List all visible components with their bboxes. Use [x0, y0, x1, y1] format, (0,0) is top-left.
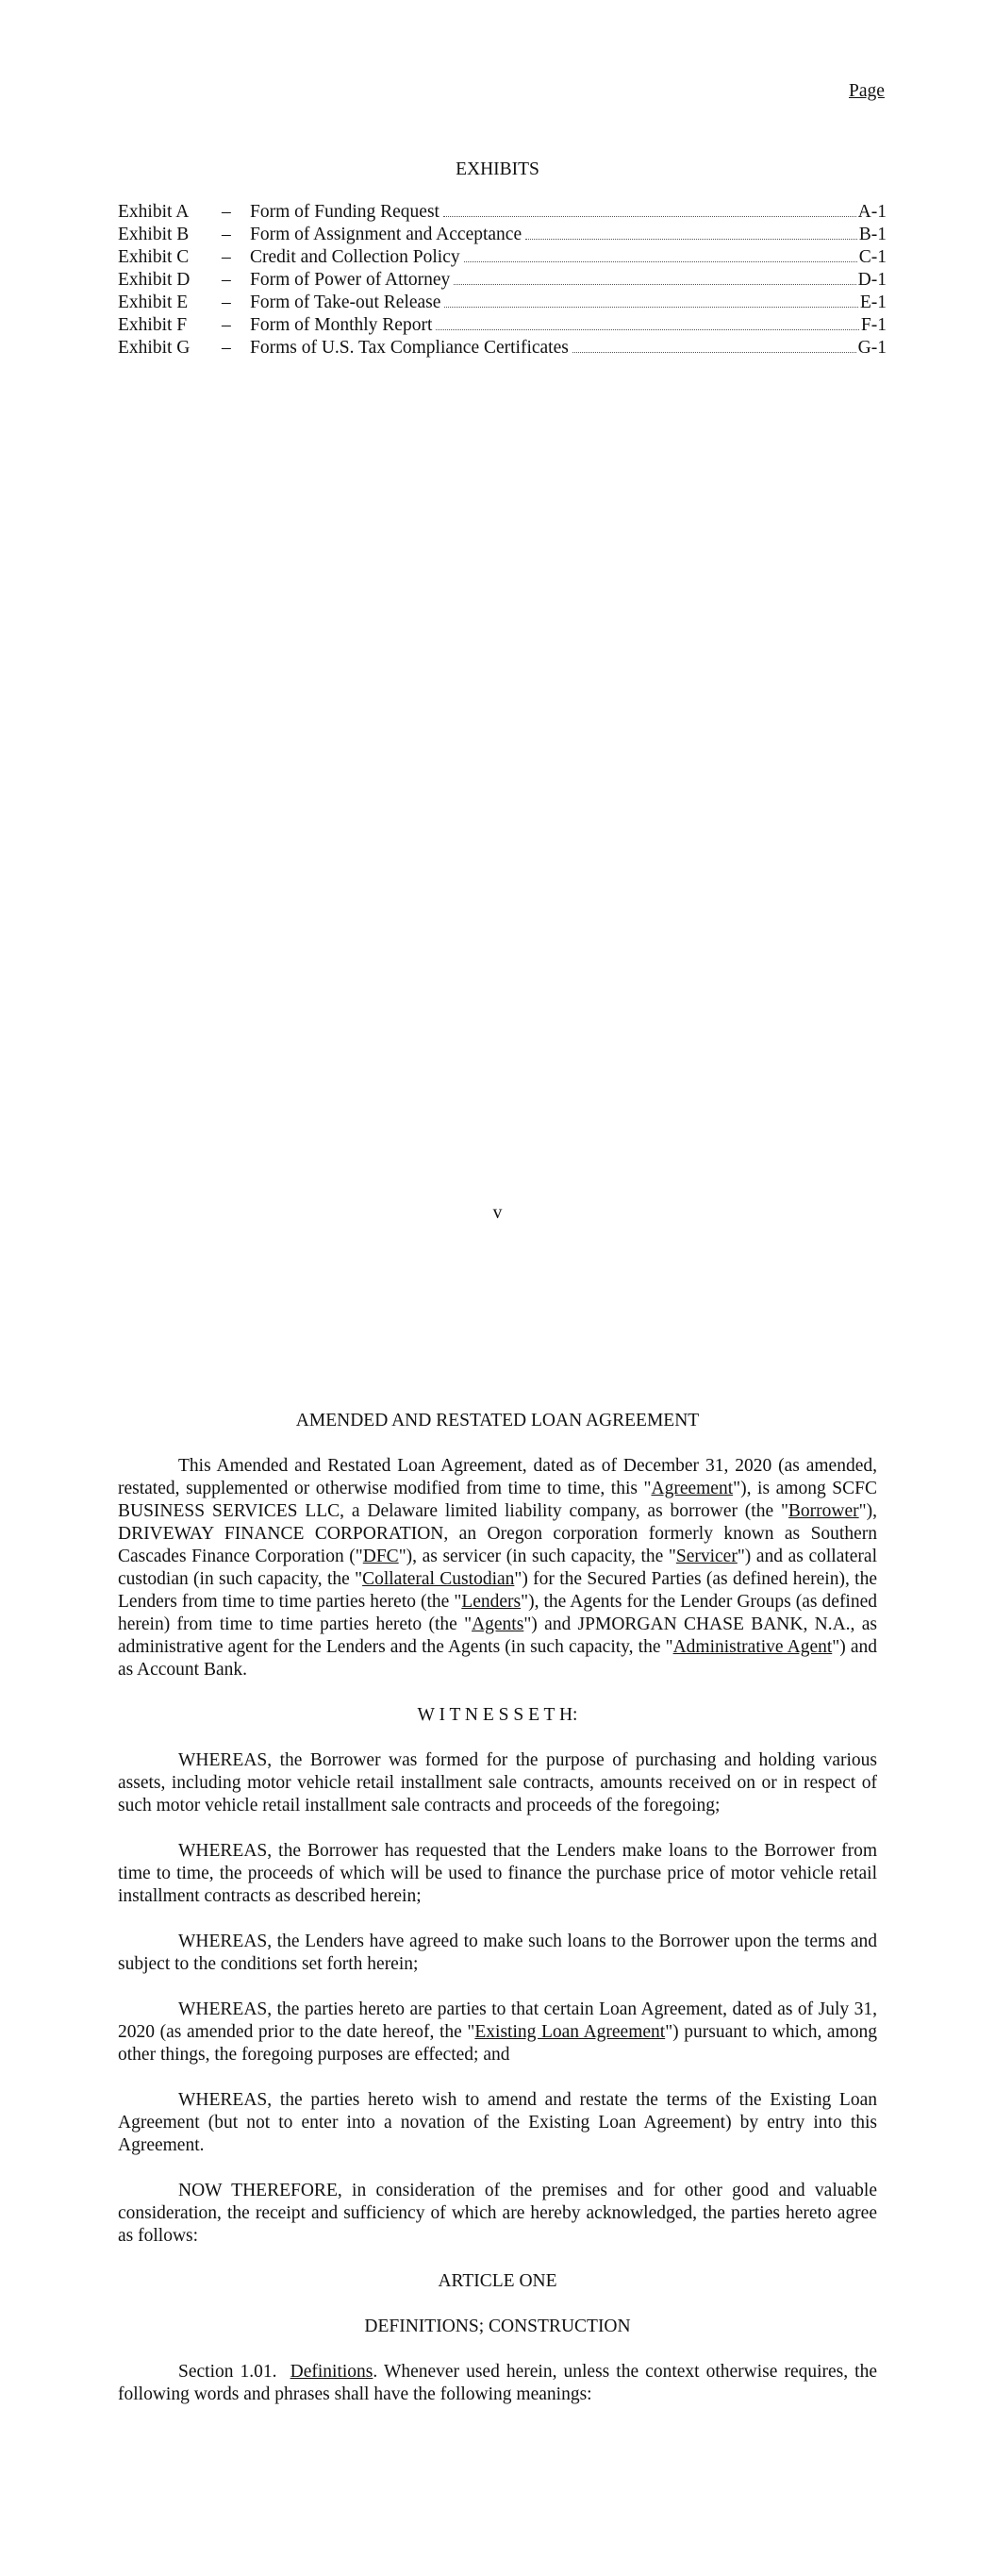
- page-number: v: [492, 1203, 503, 1223]
- toc-dash: –: [222, 315, 231, 335]
- defined-term: Lenders: [461, 1592, 522, 1612]
- toc-dash: –: [222, 225, 231, 244]
- toc-page: D-1: [857, 270, 887, 290]
- toc-dash: –: [222, 270, 231, 290]
- toc-leader-dots: [436, 329, 859, 330]
- toc-title: Form of Assignment and Acceptance: [250, 225, 522, 244]
- toc-row: [118, 292, 887, 314]
- toc-exhibit: Exhibit A: [118, 202, 190, 222]
- defined-term: Collateral Custodian: [362, 1569, 515, 1589]
- toc-row: [118, 314, 887, 337]
- agreement-title: AMENDED AND RESTATED LOAN AGREEMENT: [295, 1411, 700, 1430]
- defined-term: DFC: [362, 1547, 399, 1566]
- section-paragraph: Section 1.01. Definitions. Whenever used herein, unless the context otherwise requires, the following words and phrases shall have the following meanings:: [118, 2362, 877, 2404]
- toc-exhibit: Exhibit F: [118, 315, 188, 335]
- defined-term: Administrative Agent: [672, 1637, 833, 1657]
- toc-title: Form of Take-out Release: [250, 293, 441, 312]
- now-therefore-paragraph: NOW THEREFORE, in consideration of the premises and for other good and valuable consideration, the receipt and sufficiency of which are hereby acknowledged, the parties hereto agree as follows:: [118, 2181, 877, 2246]
- toc-page: C-1: [858, 247, 887, 267]
- toc-leader-dots: [454, 284, 855, 285]
- toc-page: G-1: [857, 338, 887, 358]
- toc-leader-dots: [572, 352, 856, 353]
- exhibits-heading: EXHIBITS: [456, 159, 539, 179]
- toc-page: E-1: [859, 293, 887, 312]
- article-heading: ARTICLE ONE: [438, 2271, 557, 2291]
- toc-leader-dots: [525, 239, 857, 240]
- toc-title: Form of Funding Request: [250, 202, 439, 222]
- defined-term: Agents: [472, 1614, 524, 1634]
- whereas-paragraph: WHEREAS, the Lenders have agreed to make such loans to the Borrower upon the terms and subject to the conditions set forth herein;: [118, 1932, 877, 1974]
- toc-leader-dots: [464, 261, 857, 262]
- section-number: Section 1.01.: [178, 2362, 277, 2382]
- toc-row: [118, 224, 887, 246]
- toc-dash: –: [222, 293, 231, 312]
- toc-exhibit: Exhibit G: [118, 338, 191, 358]
- toc-title: Forms of U.S. Tax Compliance Certificates: [250, 338, 569, 358]
- toc-row: [118, 246, 887, 269]
- toc-leader-dots: [443, 216, 856, 217]
- agreement-body: [118, 1410, 877, 2406]
- toc-title: Credit and Collection Policy: [250, 247, 460, 267]
- defined-term: Agreement: [651, 1479, 734, 1498]
- toc-exhibit: Exhibit B: [118, 225, 190, 244]
- whereas-paragraph: WHEREAS, the parties hereto are parties to that certain Loan Agreement, dated as of July 31, 2020 (as amended prior to the date hereof, the "Existing Loan Agreement") pursuant to which, among other things, the foregoing purposes are effected; and: [118, 1999, 877, 2065]
- whereas-paragraph: WHEREAS, the Borrower has requested that the Lenders make loans to the Borrower from time to time, the proceeds of which will be used to finance the purchase price of motor vehicle retail installment contracts as described herein;: [118, 1841, 877, 1906]
- toc-row: [118, 269, 887, 292]
- page-column-label: Page: [849, 81, 885, 101]
- toc-title: Form of Monthly Report: [250, 315, 433, 335]
- toc-title: Form of Power of Attorney: [250, 270, 451, 290]
- exhibits-table-of-contents: [118, 201, 887, 360]
- toc-exhibit: Exhibit D: [118, 270, 191, 290]
- toc-row: [118, 337, 887, 360]
- article-subtitle: DEFINITIONS; CONSTRUCTION: [364, 2317, 631, 2336]
- toc-dash: –: [222, 202, 231, 222]
- toc-page: F-1: [860, 315, 887, 335]
- defined-term: Borrower: [788, 1501, 859, 1521]
- section-heading: Definitions: [290, 2362, 373, 2382]
- toc-dash: –: [222, 338, 231, 358]
- witnesseth-heading: W I T N E S S E T H:: [417, 1705, 578, 1725]
- whereas-paragraph: WHEREAS, the parties hereto wish to amend and restate the terms of the Existing Loan Agreement (but not to enter into a novation of the Existing Loan Agreement) by entry into this Agreement.: [118, 2090, 877, 2155]
- intro-paragraph: This Amended and Restated Loan Agreement, dated as of December 31, 2020 (as amended, restated, supplemented or otherwise modified from time to time, this "Agreement"), is among SCFC BUSINESS SERVICES LLC, a Delaware limited liability company, as borrower (the "Borrower"), DRIVEWAY FINANCE CORPORATION, an Oregon corporation formerly known as Southern Cascades Finance Corporation ("DFC"), as servicer (in such capacity, the "Servicer") and as collateral custodian (in such capacity, the "Collateral Custodian") for the Secured Parties (as defined herein), the Lenders from time to time parties hereto (the "Lenders"), the Agents for the Lender Groups (as defined herein) from time to time parties hereto (the "Agents") and JPMORGAN CHASE BANK, N.A., as administrative agent for the Lenders and the Agents (in such capacity, the "Administrative Agent") and as Account Bank.: [118, 1456, 878, 1680]
- toc-row: [118, 201, 887, 224]
- toc-exhibit: Exhibit E: [118, 293, 189, 312]
- toc-page: A-1: [857, 202, 887, 222]
- defined-term: Servicer: [675, 1547, 738, 1566]
- toc-leader-dots: [444, 307, 857, 308]
- whereas-paragraph: WHEREAS, the Borrower was formed for the purpose of purchasing and holding various assets, including motor vehicle retail installment sale contracts, amounts received on or in respect of such motor vehicle retail installment sale contracts and proceeds of the foregoing;: [118, 1750, 877, 1815]
- defined-term: Existing Loan Agreement: [474, 2022, 666, 2042]
- toc-dash: –: [222, 247, 231, 267]
- toc-exhibit: Exhibit C: [118, 247, 190, 267]
- toc-page: B-1: [858, 225, 887, 244]
